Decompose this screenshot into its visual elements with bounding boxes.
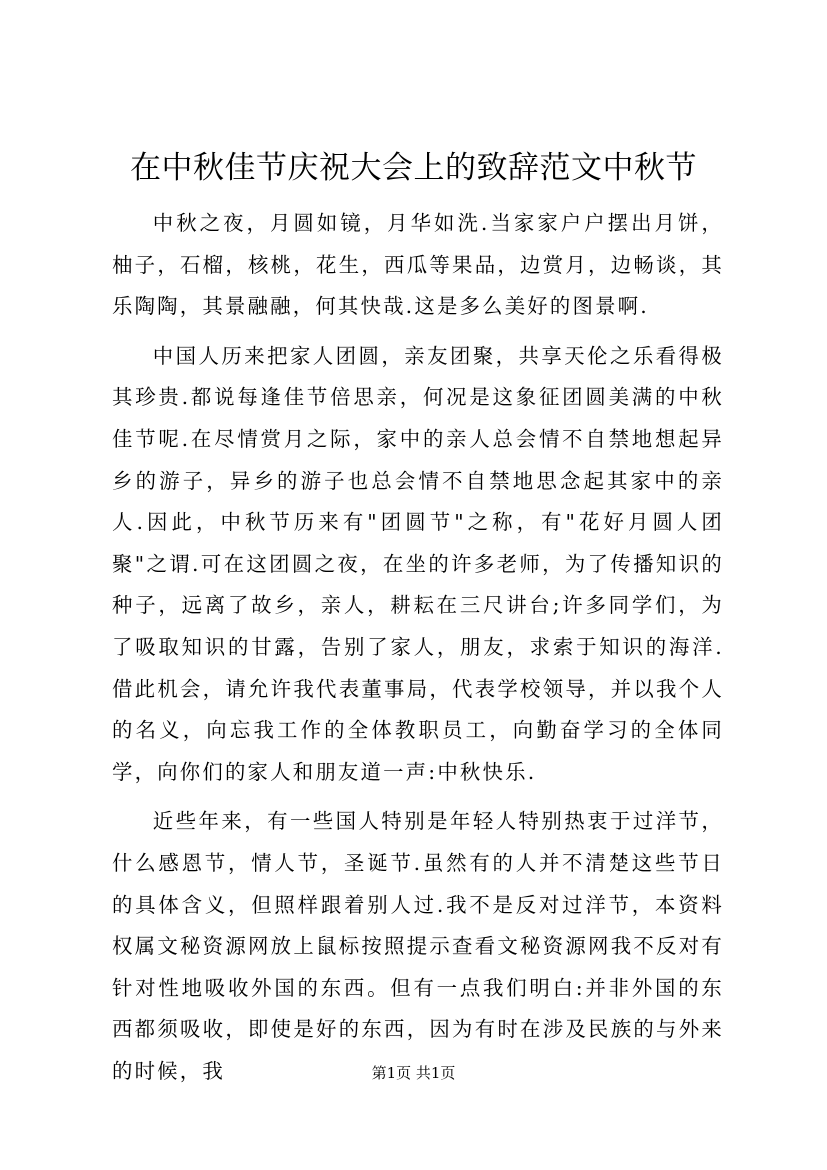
paragraph-3: 近些年来，有一些国人特别是年轻人特别热衷于过洋节，什么感恩节，情人节，圣诞节.虽然有的人并不清楚这些节日的具体含义，但照样跟着别人过.我不是反对过洋节，本资料权属文秘资源网放上鼠标按照提示查看文秘资源网我不反对有针对性地吸收外国的东西。但有一点我们明白:并非外国的东西都须吸收，即使是好的东西，因为有时在涉及民族的与外来的时候，我 bbox=[112, 809, 724, 1083]
document-title: 在中秋佳节庆祝大会上的致辞范文中秋节 bbox=[130, 150, 697, 186]
document-body bbox=[112, 203, 724, 1100]
paragraph-1: 中秋之夜，月圆如镜，月华如洗.当家家户户摆出月饼，柚子，石榴，核桃，花生，西瓜等果品，边赏月，边畅谈，其乐陶陶，其景融融，何其快哉.这是多么美好的图景啊. bbox=[112, 211, 724, 319]
page-footer: 第1页 共1页 bbox=[371, 1064, 456, 1082]
paragraph-2: 中国人历来把家人团圆，亲友团聚，共享天伦之乐看得极其珍贵.都说每逢佳节倍思亲，何况是这象征团圆美满的中秋佳节呢.在尽情赏月之际，家中的亲人总会情不自禁地想起异乡的游子，异乡的游子也总会情不自禁地思念起其家中的亲人.因此，中秋节历来有"团圆节"之称，有"花好月圆人团聚"之谓.可在这团圆之夜，在坐的许多老师，为了传播知识的种子，远离了故乡，亲人，耕耘在三尺讲台;许多同学们，为了吸取知识的甘露，告别了家人，朋友，求索于知识的海洋.借此机会，请允许我代表董事局，代表学校领导，并以我个人的名义，向忘我工作的全体教职员工，向勤奋学习的全体同学，向你们的家人和朋友道一声:中秋快乐. bbox=[112, 343, 724, 784]
